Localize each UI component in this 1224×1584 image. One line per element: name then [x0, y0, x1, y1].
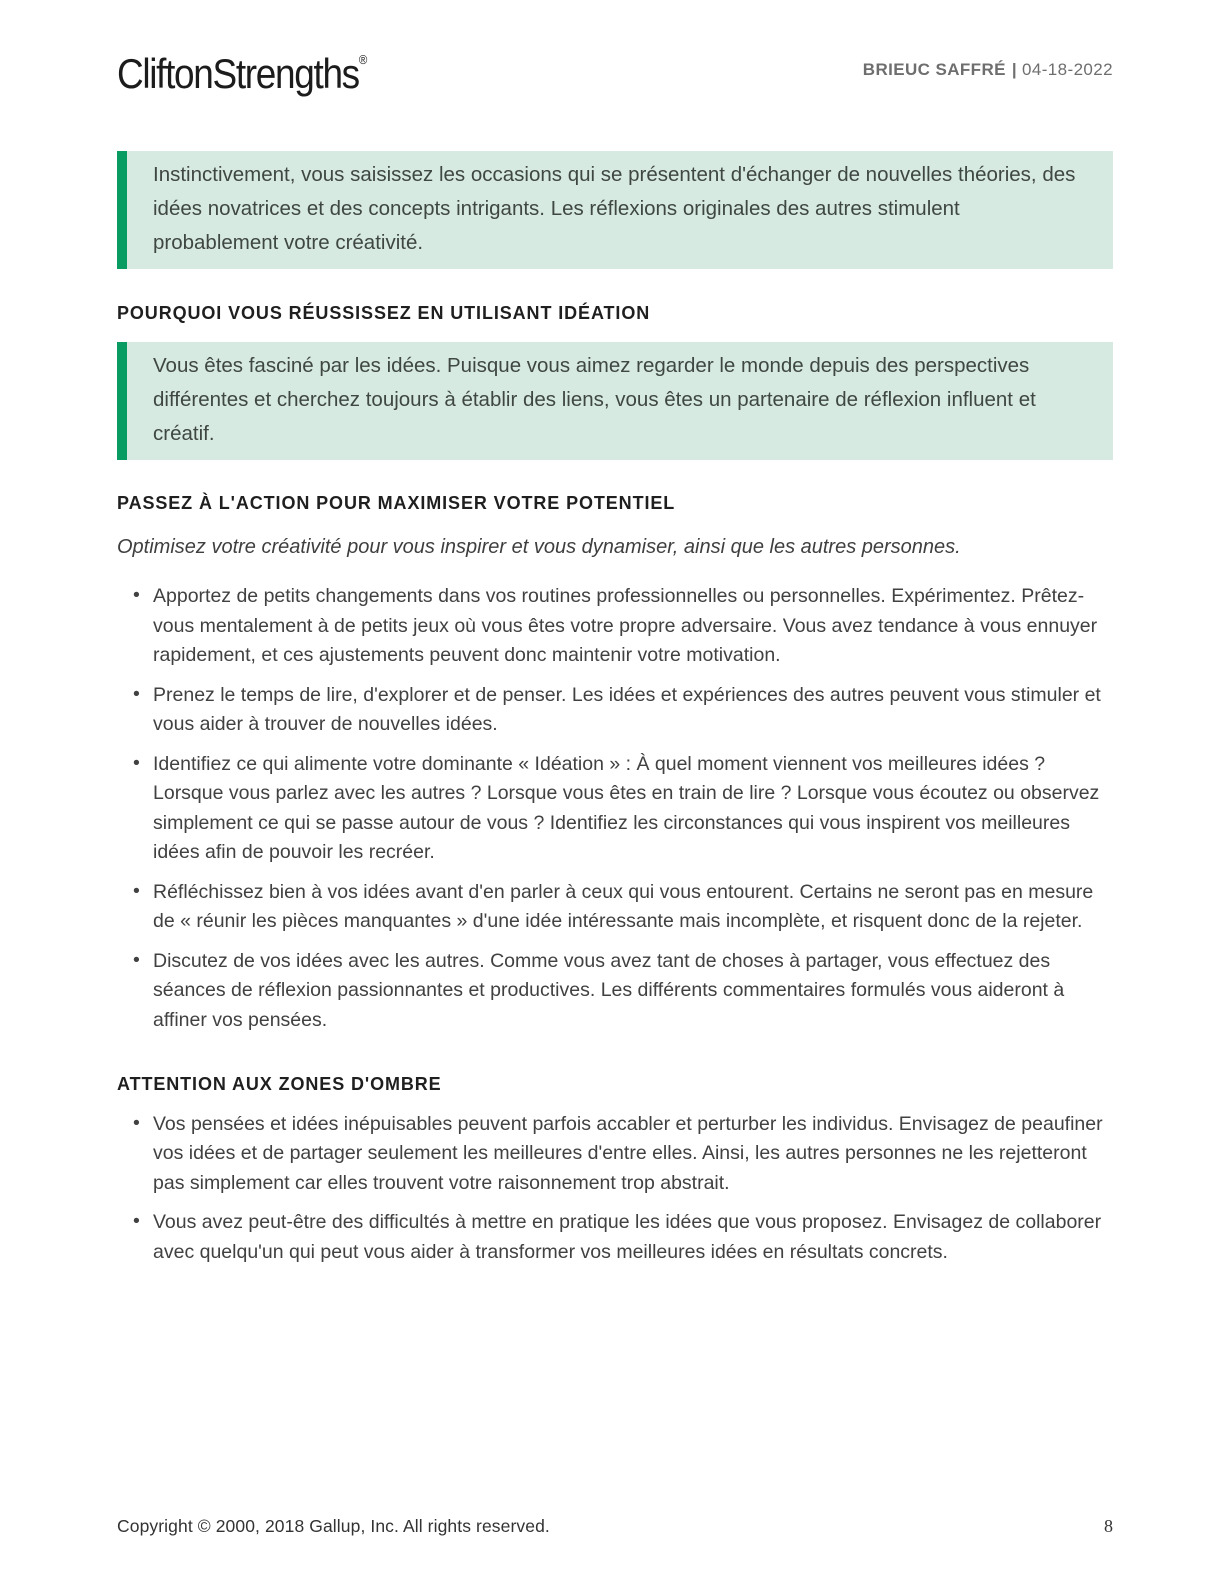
copyright-notice: Copyright © 2000, 2018 Gallup, Inc. All rights reserved. [117, 1516, 550, 1536]
list-item: • Vous avez peut-être des difficultés à mettre en pratique les idées que vous proposez. Envisagez de collaborer avec quelqu'un qui peut vous aider à transformer vos meilleures idées en résultats concrets. [117, 1208, 1113, 1267]
take-action-heading: PASSEZ À L'ACTION POUR MAXIMISER VOTRE POTENTIEL [117, 493, 676, 513]
list-item: • Discutez de vos idées avec les autres. Comme vous avez tant de choses à partager, vous effectuez des séances de réflexion passionnantes et productives. Les différents commentaires formulés vous aideront à affiner vos pensées. [117, 947, 1113, 1036]
list-item: • Réfléchissez bien à vos idées avant d'en parler à ceux qui vous entourent. Certains ne seront pas en mesure de « réunir les pièces manquantes » d'une idée intéressante mais incomplète, et risquent donc de la rejeter. [117, 878, 1113, 937]
intro-callout [117, 151, 1113, 269]
blindspots-heading: ATTENTION AUX ZONES D'OMBRE [117, 1074, 442, 1094]
intro-callout-text: Instinctivement, vous saisissez les occasions qui se présentent d'échanger de nouvelles théories, des idées novatrices et des concepts intrigants. Les réflexions originales des autres stimulent probablement votre créativité. [153, 163, 1076, 254]
header-separator: | [1011, 60, 1018, 79]
why-succeed-callout [117, 342, 1113, 460]
report-owner-meta [863, 50, 1113, 80]
page-number: 8 [1104, 1516, 1113, 1536]
why-succeed-heading: POURQUOI VOUS RÉUSSISSEZ EN UTILISANT IDÉATION [117, 303, 651, 323]
cliftonstrengths-logo [117, 50, 401, 98]
logo-text: CliftonStrengths [117, 50, 359, 97]
report-date: 04-18-2022 [1022, 60, 1113, 79]
user-name: BRIEUC SAFFRÉ [862, 60, 1006, 79]
page-footer [117, 1516, 1113, 1537]
list-item: • Vos pensées et idées inépuisables peuvent parfois accabler et perturber les individus. Envisagez de peaufiner vos idées et de partager seulement les meilleures d'entre elles. Ainsi, les autres personnes ne les rejetteront pas simplement car elles trouvent votre raisonnement trop abstrait. [117, 1110, 1113, 1199]
take-action-list [117, 582, 1113, 1035]
blindspots-list [117, 1110, 1113, 1268]
list-item: • Apportez de petits changements dans vos routines professionnelles ou personnelles. Expérimentez. Prêtez-vous mentalement à de petits jeux où vous êtes votre propre adversaire. Vous avez tendance à vous ennuyer rapidement, et ces ajustements peuvent donc maintenir votre motivation. [117, 582, 1113, 671]
list-item: • Prenez le temps de lire, d'explorer et de penser. Les idées et expériences des autres peuvent vous stimuler et vous aider à trouver de nouvelles idées. [117, 681, 1113, 740]
list-item: • Identifiez ce qui alimente votre dominante « Idéation » : À quel moment viennent vos meilleures idées ? Lorsque vous parlez avec les autres ? Lorsque vous êtes en train de lire ? Lorsque vous écoutez ou observez simplement ce qui se passe autour de vous ? Identifiez les circonstances qui vous inspirent vos meilleures idées afin de pouvoir les recréer. [117, 750, 1113, 868]
registered-trademark-icon: ® [358, 52, 368, 67]
take-action-intro: Optimisez votre créativité pour vous inspirer et vous dynamiser, ainsi que les autres personnes. [117, 536, 961, 558]
page-header [117, 0, 1113, 100]
why-succeed-callout-text: Vous êtes fasciné par les idées. Puisque vous aimez regarder le monde depuis des perspectives différentes et cherchez toujours à établir des liens, vous êtes un partenaire de réflexion influent et créatif. [153, 354, 1036, 445]
